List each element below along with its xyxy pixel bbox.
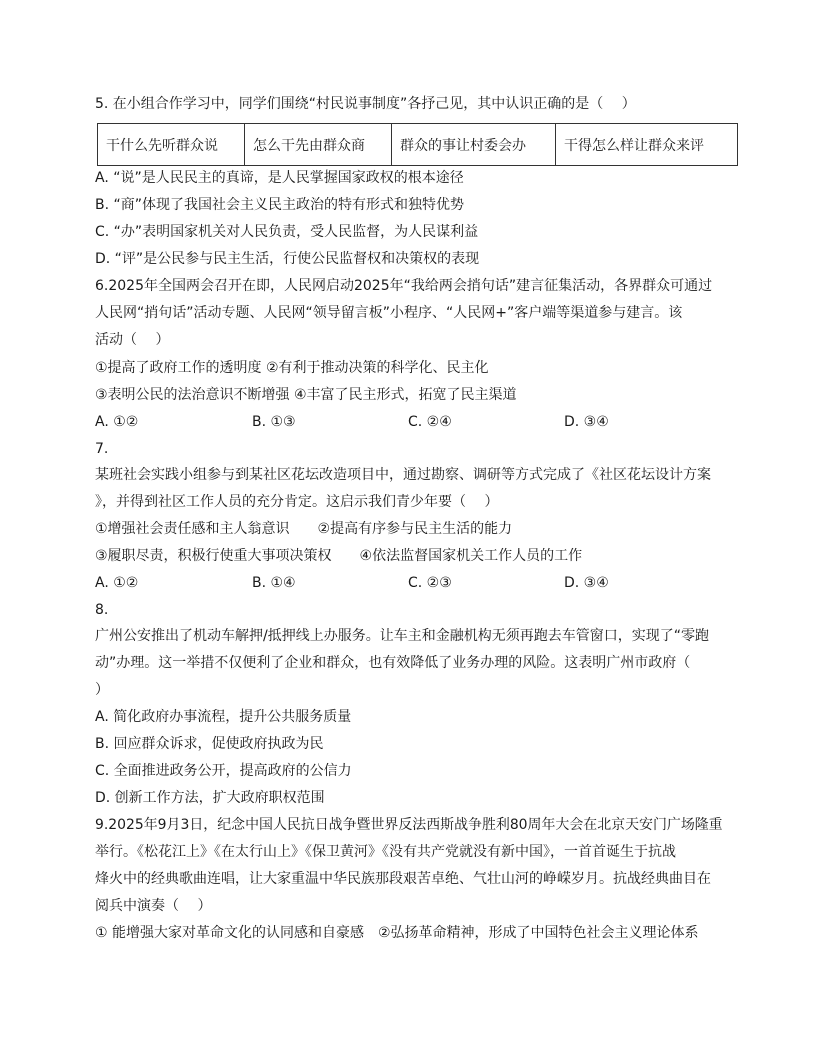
q6-statement-1: ①提高了政府工作的透明度 ②有利于推动决策的科学化、民主化 bbox=[95, 360, 489, 376]
q5-table-cell-text: 群众的事让村委会办 bbox=[400, 137, 526, 154]
q8-option-d: D. 创新工作方法，扩大政府职权范围 bbox=[95, 790, 325, 806]
q6-stem-line-2: 人民网“捎句话”活动专题、人民网“领导留言板”小程序、“人民网+”客户端等渠道参与建言。该 bbox=[95, 305, 683, 321]
q7-option-b: B. ①④ bbox=[252, 575, 296, 591]
q7-number: 7. bbox=[95, 441, 109, 457]
q9-stem-line-3: 烽火中的经典歌曲连唱，让大家重温中华民族那段艰苦卓绝、气壮山河的峥嵘岁月。抗战经典曲目在 bbox=[95, 871, 711, 887]
q8-option-c: C. 全面推进政务公开，提高政府的公信力 bbox=[95, 763, 352, 779]
q7-option-d: D. ③④ bbox=[564, 575, 609, 591]
q6-statement-2: ③表明公民的法治意识不断增强 ④丰富了民主形式，拓宽了民主渠道 bbox=[95, 387, 517, 403]
q5-table-cell-text: 怎么干先由群众商 bbox=[253, 137, 365, 154]
q8-number: 8. bbox=[95, 602, 109, 618]
q9-stem-line-2: 举行。《松花江上》《在太行山上》《保卫黄河》《没有共产党就没有新中国》，一首首诞生于抗战 bbox=[95, 844, 676, 860]
q7-statement-1: ①增强社会责任感和主人翁意识 ②提高有序参与民主生活的能力 bbox=[95, 521, 513, 537]
q9-statement-1: ① 能增强大家对革命文化的认同感和自豪感 ②弘扬革命精神，形成了中国特色社会主义理论体系 bbox=[95, 925, 699, 941]
q5-table-cell-3 bbox=[392, 124, 556, 166]
q5-table bbox=[97, 123, 738, 166]
q7-stem-line-1: 某班社会实践小组参与到某社区花坛改造项目中，通过勘察、调研等方式完成了《社区花坛设计方案 bbox=[95, 467, 711, 483]
q5-table-cell-text: 干什么先听群众说 bbox=[106, 137, 218, 154]
q7-stem-line-2: 》，并得到社区工作人员的充分肯定。这启示我们青少年要（ ） bbox=[95, 494, 499, 510]
q6-option-d: D. ③④ bbox=[564, 414, 609, 430]
q9-stem-line-1: 9.2025年9月3日，纪念中国人民抗日战争暨世界反法西斯战争胜利80周年大会在北京天安门广场隆重 bbox=[95, 817, 723, 833]
q6-option-b: B. ①③ bbox=[252, 414, 296, 430]
q8-stem-line-3: ） bbox=[95, 682, 109, 698]
q8-option-a: A. 简化政府办事流程，提升公共服务质量 bbox=[95, 709, 352, 725]
q9-stem-line-4: 阅兵中演奏（ ） bbox=[95, 898, 212, 914]
q5-stem: 5. 在小组合作学习中，同学们围绕“村民说事制度”各抒己见，其中认识正确的是（ ） bbox=[95, 96, 636, 112]
q5-table-cell-4 bbox=[556, 124, 738, 166]
q6-stem-line-1: 6.2025年全国两会召开在即，人民网启动2025年“我给两会捎句话”建言征集活动，各界群众可通过 bbox=[95, 278, 713, 294]
q6-option-a: A. ①② bbox=[95, 414, 139, 430]
q5-table-cell-2 bbox=[245, 124, 392, 166]
q5-option-c: C. “办”表明国家机关对人民负责，受人民监督，为人民谋利益 bbox=[95, 224, 479, 240]
q5-option-a: A. “说”是人民民主的真谛，是人民掌握国家政权的根本途径 bbox=[95, 170, 464, 186]
q7-option-c: C. ②③ bbox=[408, 575, 452, 591]
q5-option-d: D. “评”是公民参与民主生活，行使公民监督权和决策权的表现 bbox=[95, 251, 480, 267]
q7-option-a: A. ①② bbox=[95, 575, 139, 591]
q6-stem-line-3: 活动（ ） bbox=[95, 332, 170, 348]
q5-option-b: B. “商”体现了我国社会主义民主政治的特有形式和独特优势 bbox=[95, 197, 465, 213]
q8-option-b: B. 回应群众诉求，促使政府执政为民 bbox=[95, 736, 324, 752]
q6-option-c: C. ②④ bbox=[408, 414, 452, 430]
q8-stem-line-2: 动”办理。这一举措不仅便利了企业和群众，也有效降低了业务办理的风险。这表明广州市政府（ bbox=[95, 655, 691, 671]
q5-table-cell-text: 干得怎么样让群众来评 bbox=[564, 137, 704, 154]
q7-statement-2: ③履职尽责，积极行使重大事项决策权 ④依法监督国家机关工作人员的工作 bbox=[95, 548, 583, 564]
q5-table-cell-1 bbox=[98, 124, 245, 166]
q8-stem-line-1: 广州公安推出了机动车解押/抵押线上办服务。让车主和金融机构无须再跑去车管窗口，实现了“零跑 bbox=[95, 628, 709, 644]
